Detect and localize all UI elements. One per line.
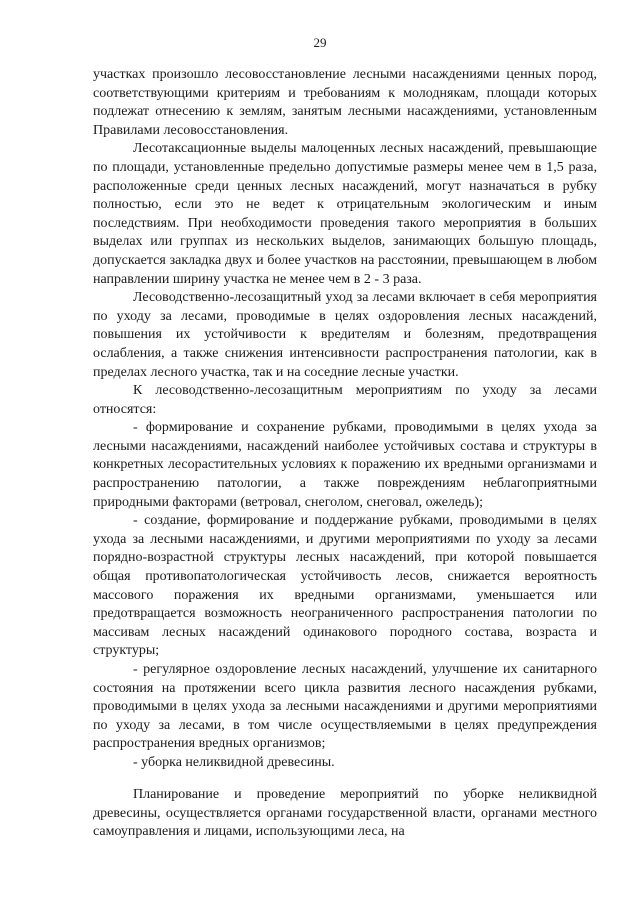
page-number: 29 <box>313 35 327 50</box>
paragraph-forest-protection-care: Лесоводственно-лесозащитный уход за лесами включает в себя мероприятия по уходу за лесами, проводимые в целях оздоровления лесных насаждений, повышения их устойчивости к вредителям и болезням, предотвращения ослабления, а также снижения интенсивности распространения патологии, как в пределах лесного участка, так и на соседние лесные участки. <box>93 290 597 380</box>
paragraph-measures-intro: К лесоводственно-лесозащитным мероприятиям по уходу за лесами относятся: <box>93 383 597 417</box>
list-item-formation: - формирование и сохранение рубками, проводимыми в целях ухода за лесными насаждениями, насаждений наиболее устойчивых состава и структуры в конкретных лесорастительных условиях к поражению их вредными организмами и распространению патологии, а также повреждениям неблагоприятными природными факторами (ветровал, снеголом, снеговал, ожеледь); <box>93 420 597 510</box>
list-item-sanitation: - регулярное оздоровление лесных насаждений, улучшение их санитарного состояния на протяжении всего цикла развития лесного насаждения рубками, проводимыми в целях ухода за лесными насаждениями и другими мероприятиями по уходу за лесами, в том числе осуществляемыми в целях предупреждения распространения вредных организмов; <box>93 662 597 752</box>
paragraph-planning: Планирование и проведение мероприятий по уборке неликвидной древесины, осуществляется органами государственной власти, органами местного самоуправления и лицами, использующими леса, на <box>93 787 597 840</box>
body-text <box>93 66 597 773</box>
list-item-cleanup: - уборка неликвидной древесины. <box>133 754 335 770</box>
body-text-continued <box>93 786 597 842</box>
list-item-creation: - создание, формирование и поддержание рубками, проводимыми в целях ухода за лесными насаждениями, и другими мероприятиями по уходу за лесами порядно-возрастной структуры лесных насаждений, при которой повышается общая противопатологическая устойчивость лесов, снижается вероятность массового поражения их вредными организмами, уменьшается или предотвращается возможность неограниченного распространения патологии по массивам лесных насаждений одинакового породного состава, возраста и структуры; <box>93 513 597 659</box>
paragraph-forest-restoration: участках произошло лесовосстановление лесными насаждениями ценных пород, соответствующими критериям и требованиям к молоднякам, площади которых подлежат отнесению к землям, занятым лесными насаждениями, установленным Правилами лесовосстановления. <box>93 67 597 138</box>
paragraph-low-value-stands: Лесотаксационные выделы малоценных лесных насаждений, превышающие по площади, установленные предельно допустимые размеры менее чем в 1,5 раза, расположенные среди ценных лесных насаждений, могут назначаться в рубку полностью, если это не ведет к отрицательным экологическим и иным последствиям. При необходимости проведения такого мероприятия в больших выделах или группах из нескольких выделов, занимающих большую площадь, допускается закладка двух и более участков на расстоянии, превышающем в любом направлении ширину участка не менее чем в 2 - 3 раза. <box>93 141 597 287</box>
